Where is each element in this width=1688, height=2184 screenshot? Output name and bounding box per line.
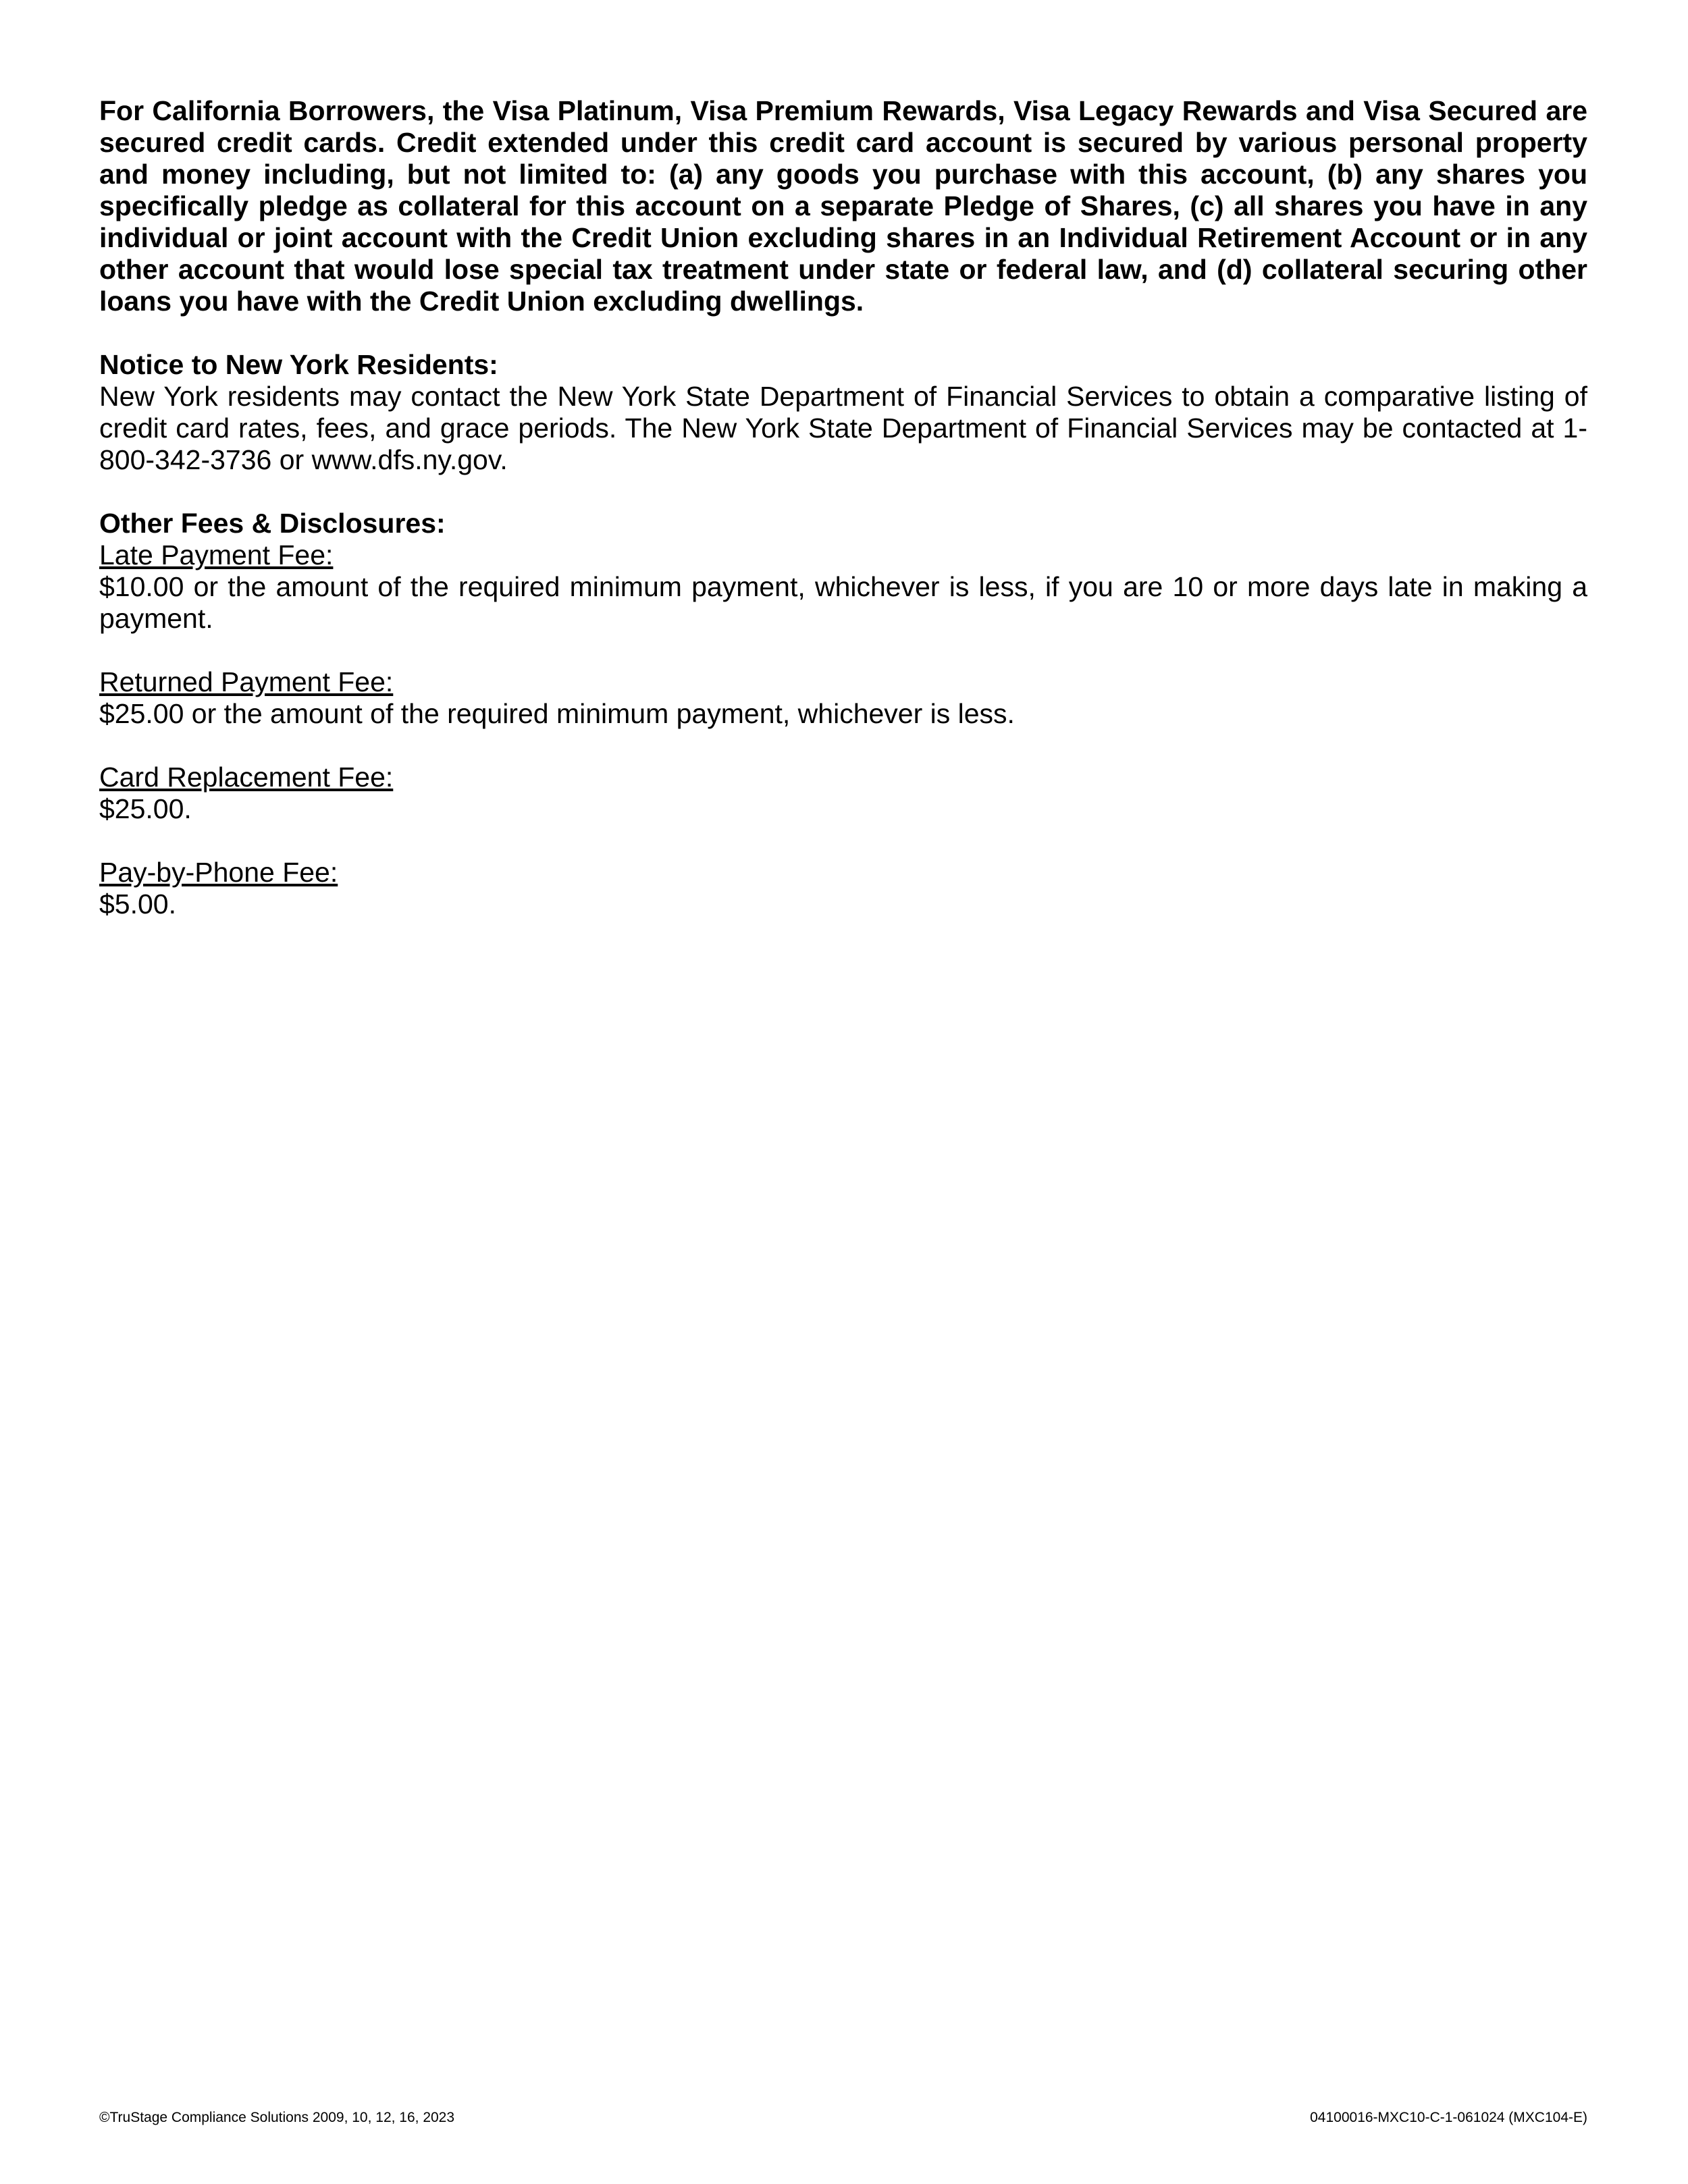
pay-by-phone-fee-block — [99, 857, 1587, 920]
late-payment-fee-text: $10.00 or the amount of the required minimum payment, whichever is less, if you are 10 or more days late in making a payment. — [99, 571, 1587, 634]
other-fees-heading: Other Fees & Disclosures: — [99, 508, 446, 539]
document-body — [99, 95, 1587, 920]
other-fees-section — [99, 508, 1587, 920]
card-replacement-fee-label: Card Replacement Fee: — [99, 762, 394, 793]
returned-payment-fee-block — [99, 666, 1587, 730]
returned-payment-fee-label: Returned Payment Fee: — [99, 666, 394, 697]
california-notice: For California Borrowers, the Visa Platinum, Visa Premium Rewards, Visa Legacy Rewards and Visa Secured are secured credit cards. Credit extended under this credit card account is secured by various personal property and money including, but not limited to: (a) any goods you purchase with this account, (b) any shares you specifically pledge as collateral for this account on a separate Pledge of Shares, (c) all shares you have in any individual or joint account with the Credit Union excluding shares in an Individual Retirement Account or in any other account that would lose special tax treatment under state or federal law, and (d) collateral securing other loans you have with the Credit Union excluding dwellings. — [99, 95, 1587, 317]
new-york-notice-section — [99, 349, 1587, 476]
footer-form-code: 04100016-MXC10-C-1-061024 (MXC104-E) — [1310, 2110, 1587, 2125]
returned-payment-fee-text: $25.00 or the amount of the required minimum payment, whichever is less. — [99, 698, 1015, 729]
new-york-heading: Notice to New York Residents: — [99, 349, 498, 380]
new-york-body: New York residents may contact the New York State Department of Financial Services to obtain a comparative listing of credit card rates, fees, and grace periods. The New York State Department of Financial Services may be contacted at 1-800-342-3736 or www.dfs.ny.gov. — [99, 381, 1587, 475]
card-replacement-fee-text: $25.00. — [99, 793, 192, 824]
pay-by-phone-fee-label: Pay-by-Phone Fee: — [99, 857, 338, 888]
pay-by-phone-fee-text: $5.00. — [99, 888, 176, 920]
late-payment-fee-label: Late Payment Fee: — [99, 539, 334, 570]
card-replacement-fee-block — [99, 762, 1587, 825]
footer-copyright: ©TruStage Compliance Solutions 2009, 10, 12, 16, 2023 — [99, 2110, 455, 2125]
late-payment-fee-block — [99, 539, 1587, 635]
